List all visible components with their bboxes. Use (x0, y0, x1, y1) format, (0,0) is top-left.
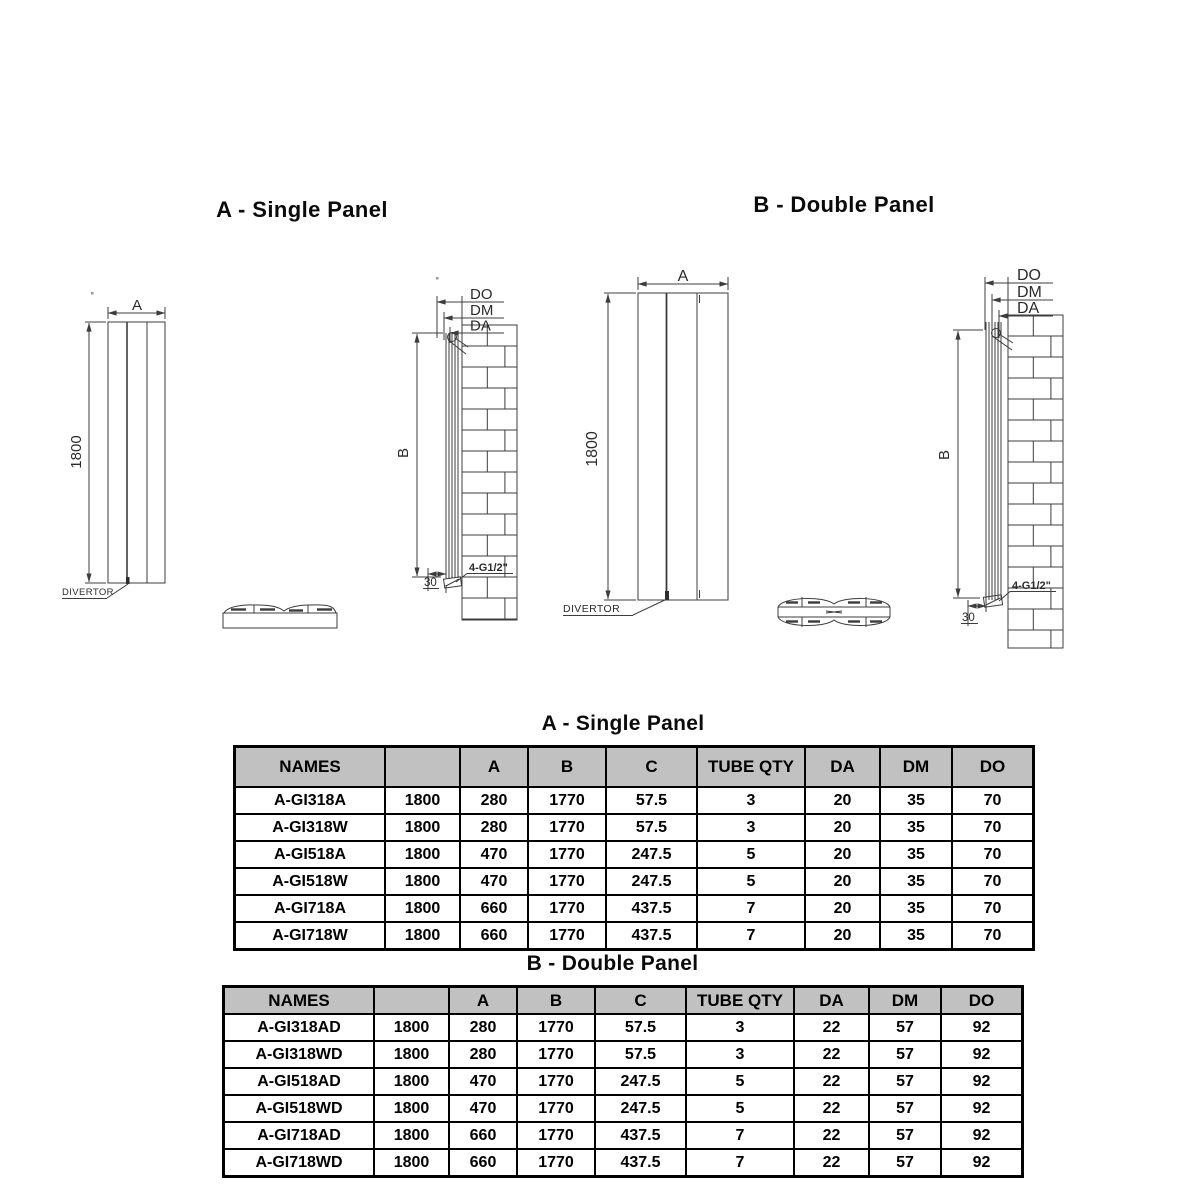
spec-value-cell: 70 (952, 895, 1034, 922)
spec-value-cell: 20 (805, 787, 880, 814)
spec-value-cell: 5 (686, 1095, 794, 1122)
spec-value-cell: 3 (686, 1041, 794, 1068)
spec-value-cell: 7 (697, 922, 805, 950)
column-header: NAMES (235, 747, 386, 788)
table-row (235, 814, 1034, 841)
single-panel-spec-table (233, 745, 1035, 951)
spec-value-cell: 437.5 (606, 922, 697, 950)
spec-value-cell: 20 (805, 895, 880, 922)
table-row (224, 1068, 1023, 1095)
print-speck (91, 292, 94, 295)
spec-value-cell: 57.5 (606, 814, 697, 841)
do-dim-label: DO (1017, 267, 1041, 284)
spec-value-cell: 660 (449, 1149, 517, 1177)
print-speck (436, 277, 439, 280)
column-header: A (460, 747, 528, 788)
table-row (235, 787, 1034, 814)
spec-value-cell: 1770 (528, 922, 606, 950)
spec-value-cell: 1800 (385, 787, 460, 814)
spec-value-cell: 57 (869, 1095, 941, 1122)
spec-value-cell: 3 (697, 787, 805, 814)
double-height-dimension (584, 293, 636, 600)
spec-value-cell: 470 (449, 1095, 517, 1122)
panel-section-lines (446, 333, 458, 578)
model-name-cell: A-GI318W (235, 814, 386, 841)
double-panel-section-title: B - Double Panel (753, 192, 935, 217)
spec-value-cell: 5 (697, 841, 805, 868)
spec-value-cell: 20 (805, 922, 880, 950)
spec-value-cell: 1800 (374, 1122, 449, 1149)
single-panel-section-title: A - Single Panel (216, 197, 388, 222)
spec-value-cell: 280 (460, 814, 528, 841)
spec-value-cell: 1770 (517, 1014, 595, 1041)
single-pipe-depth-dimensions (437, 286, 504, 343)
spec-value-cell: 1770 (517, 1122, 595, 1149)
table-row (224, 1149, 1023, 1177)
spec-value-cell: 247.5 (606, 868, 697, 895)
model-name-cell: A-GI518W (235, 868, 386, 895)
single-panel-table-title: A - Single Panel (541, 712, 705, 735)
column-header: DM (869, 987, 941, 1015)
spec-value-cell: 57 (869, 1149, 941, 1177)
connection-thread-label: 4-G1/2" (469, 562, 508, 574)
double-top-view (778, 597, 890, 627)
spec-value-cell: 3 (686, 1014, 794, 1041)
table-row (224, 1122, 1023, 1149)
spec-value-cell: 70 (952, 814, 1034, 841)
header-row (224, 987, 1023, 1015)
spec-value-cell: 57.5 (595, 1041, 686, 1068)
spec-value-cell: 92 (941, 1014, 1023, 1041)
spec-value-cell: 20 (805, 814, 880, 841)
spec-value-cell: 247.5 (595, 1068, 686, 1095)
spec-value-cell: 70 (952, 922, 1034, 950)
double-panel-table-section (222, 952, 1003, 1178)
spec-value-cell: 35 (880, 922, 952, 950)
single-offset-30-dimension (423, 568, 446, 593)
spec-value-cell: 247.5 (606, 841, 697, 868)
spec-value-cell: 22 (794, 1014, 869, 1041)
single-side-view (395, 286, 517, 620)
spec-value-cell: 57 (869, 1014, 941, 1041)
column-header: DO (952, 747, 1034, 788)
model-name-cell: A-GI318AD (224, 1014, 375, 1041)
spec-value-cell: 35 (880, 841, 952, 868)
mounting-clip (448, 333, 469, 355)
spec-value-cell: 280 (449, 1014, 517, 1041)
height-dim-label: 1800 (68, 435, 85, 469)
offset-30-label: 30 (424, 577, 437, 589)
spec-value-cell: 1800 (385, 841, 460, 868)
model-name-cell: A-GI518WD (224, 1095, 375, 1122)
spec-value-cell: 35 (880, 787, 952, 814)
spec-value-cell: 70 (952, 787, 1034, 814)
depth-b-label: B (395, 447, 412, 459)
spec-value-cell: 92 (941, 1095, 1023, 1122)
spec-value-cell: 70 (952, 841, 1034, 868)
spec-value-cell: 35 (880, 814, 952, 841)
header-row (235, 747, 1034, 788)
spec-value-cell: 92 (941, 1122, 1023, 1149)
spec-value-cell: 3 (697, 814, 805, 841)
double-panel-spec-table (222, 985, 1024, 1178)
spec-value-cell: 92 (941, 1068, 1023, 1095)
spec-value-cell: 470 (449, 1068, 517, 1095)
spec-value-cell: 22 (794, 1149, 869, 1177)
column-header: NAMES (224, 987, 375, 1015)
brick-wall-pattern (1008, 315, 1063, 648)
model-name-cell: A-GI718A (235, 895, 386, 922)
table-row (235, 841, 1034, 868)
spec-value-cell: 57.5 (606, 787, 697, 814)
spec-value-cell: 1770 (517, 1068, 595, 1095)
column-header: TUBE QTY (697, 747, 805, 788)
spec-value-cell: 1770 (517, 1095, 595, 1122)
double-front-view (638, 293, 728, 600)
da-dim-label: DA (1017, 300, 1040, 317)
spec-value-cell: 1770 (528, 787, 606, 814)
column-header: TUBE QTY (686, 987, 794, 1015)
connection-thread-label: 4-G1/2" (1012, 580, 1051, 592)
spec-value-cell: 20 (805, 841, 880, 868)
model-name-cell: A-GI518AD (224, 1068, 375, 1095)
column-header: DA (794, 987, 869, 1015)
column-header (385, 747, 460, 788)
spec-value-cell: 1800 (374, 1095, 449, 1122)
spec-value-cell: 1800 (385, 895, 460, 922)
model-name-cell: A-GI518A (235, 841, 386, 868)
table-row (224, 1095, 1023, 1122)
single-depth-b-dimension (395, 333, 443, 577)
double-pipe-depth-dimensions (985, 267, 1053, 338)
width-dim-label: A (131, 297, 143, 314)
table-row (235, 868, 1034, 895)
model-name-cell: A-GI718WD (224, 1149, 375, 1177)
spec-value-cell: 70 (952, 868, 1034, 895)
spec-value-cell: 437.5 (606, 895, 697, 922)
double-width-dimension (638, 268, 728, 290)
model-name-cell: A-GI718AD (224, 1122, 375, 1149)
spec-value-cell: 1800 (374, 1014, 449, 1041)
column-header: C (606, 747, 697, 788)
spec-value-cell: 1770 (517, 1149, 595, 1177)
spec-value-cell: 5 (686, 1068, 794, 1095)
spec-value-cell: 7 (686, 1149, 794, 1177)
spec-value-cell: 1770 (517, 1041, 595, 1068)
spec-value-cell: 20 (805, 868, 880, 895)
spec-value-cell: 280 (460, 787, 528, 814)
single-top-view (223, 605, 337, 628)
double-side-view (936, 267, 1063, 648)
single-height-dimension (68, 322, 106, 583)
spec-value-cell: 7 (686, 1122, 794, 1149)
width-dim-label: A (677, 268, 689, 285)
spec-value-cell: 1800 (385, 922, 460, 950)
spec-value-cell: 1770 (528, 841, 606, 868)
spec-value-cell: 22 (794, 1041, 869, 1068)
spec-value-cell: 660 (460, 922, 528, 950)
spec-value-cell: 57 (869, 1041, 941, 1068)
double-depth-b-dimension (936, 330, 983, 598)
column-header: B (517, 987, 595, 1015)
single-divertor-callout (62, 577, 130, 599)
spec-value-cell: 57 (869, 1122, 941, 1149)
spec-value-cell: 92 (941, 1149, 1023, 1177)
column-header: DA (805, 747, 880, 788)
spec-value-cell: 1800 (374, 1041, 449, 1068)
spec-value-cell: 5 (697, 868, 805, 895)
single-width-dimension (108, 297, 165, 319)
do-dim-label: DO (470, 286, 493, 303)
spec-value-cell: 92 (941, 1041, 1023, 1068)
mounting-clip (992, 329, 1014, 351)
da-dim-label: DA (470, 317, 491, 335)
spec-value-cell: 280 (449, 1041, 517, 1068)
single-panel-drawing (62, 286, 517, 628)
spec-value-cell: 660 (449, 1122, 517, 1149)
spec-value-cell: 1800 (385, 868, 460, 895)
double-divertor-callout (563, 591, 669, 616)
table-row (224, 1041, 1023, 1068)
spec-value-cell: 35 (880, 868, 952, 895)
double-panel-table-title: B - Double Panel (526, 952, 699, 975)
spec-value-cell: 1800 (385, 814, 460, 841)
single-panel-table-section (233, 712, 1013, 951)
spec-value-cell: 660 (460, 895, 528, 922)
dm-dim-label: DM (470, 302, 494, 319)
offset-30-label: 30 (962, 612, 975, 624)
divertor-label: DIVERTOR (62, 587, 114, 598)
spec-value-cell: 437.5 (595, 1149, 686, 1177)
depth-b-label: B (936, 449, 953, 461)
double-bottom-connection (983, 580, 1056, 607)
model-name-cell: A-GI318WD (224, 1041, 375, 1068)
spec-value-cell: 22 (794, 1122, 869, 1149)
table-row (235, 895, 1034, 922)
spec-value-cell: 1770 (528, 868, 606, 895)
spec-value-cell: 1770 (528, 895, 606, 922)
single-bottom-connection (444, 562, 513, 588)
spec-value-cell: 57 (869, 1068, 941, 1095)
spec-value-cell: 22 (794, 1068, 869, 1095)
spec-value-cell: 1800 (374, 1149, 449, 1177)
height-dim-label: 1800 (584, 431, 601, 467)
column-header: DO (941, 987, 1023, 1015)
brick-wall-pattern (462, 325, 517, 620)
spec-value-cell: 35 (880, 895, 952, 922)
panel-section-lines (986, 322, 1001, 600)
double-panel-drawing (563, 267, 1063, 648)
table-row (235, 922, 1034, 950)
divertor-label: DIVERTOR (563, 603, 621, 615)
model-name-cell: A-GI318A (235, 787, 386, 814)
spec-value-cell: 22 (794, 1095, 869, 1122)
column-header: DM (880, 747, 952, 788)
column-header: A (449, 987, 517, 1015)
model-name-cell: A-GI718W (235, 922, 386, 950)
spec-value-cell: 7 (697, 895, 805, 922)
spec-value-cell: 1800 (374, 1068, 449, 1095)
spec-value-cell: 57.5 (595, 1014, 686, 1041)
column-header: C (595, 987, 686, 1015)
spec-value-cell: 470 (460, 868, 528, 895)
spec-value-cell: 247.5 (595, 1095, 686, 1122)
dm-dim-label: DM (1017, 284, 1042, 301)
table-row (224, 1014, 1023, 1041)
spec-value-cell: 470 (460, 841, 528, 868)
spec-value-cell: 1770 (528, 814, 606, 841)
column-header (374, 987, 449, 1015)
single-front-view (108, 322, 165, 583)
double-offset-30-dimension (961, 600, 986, 626)
column-header: B (528, 747, 606, 788)
spec-value-cell: 437.5 (595, 1122, 686, 1149)
